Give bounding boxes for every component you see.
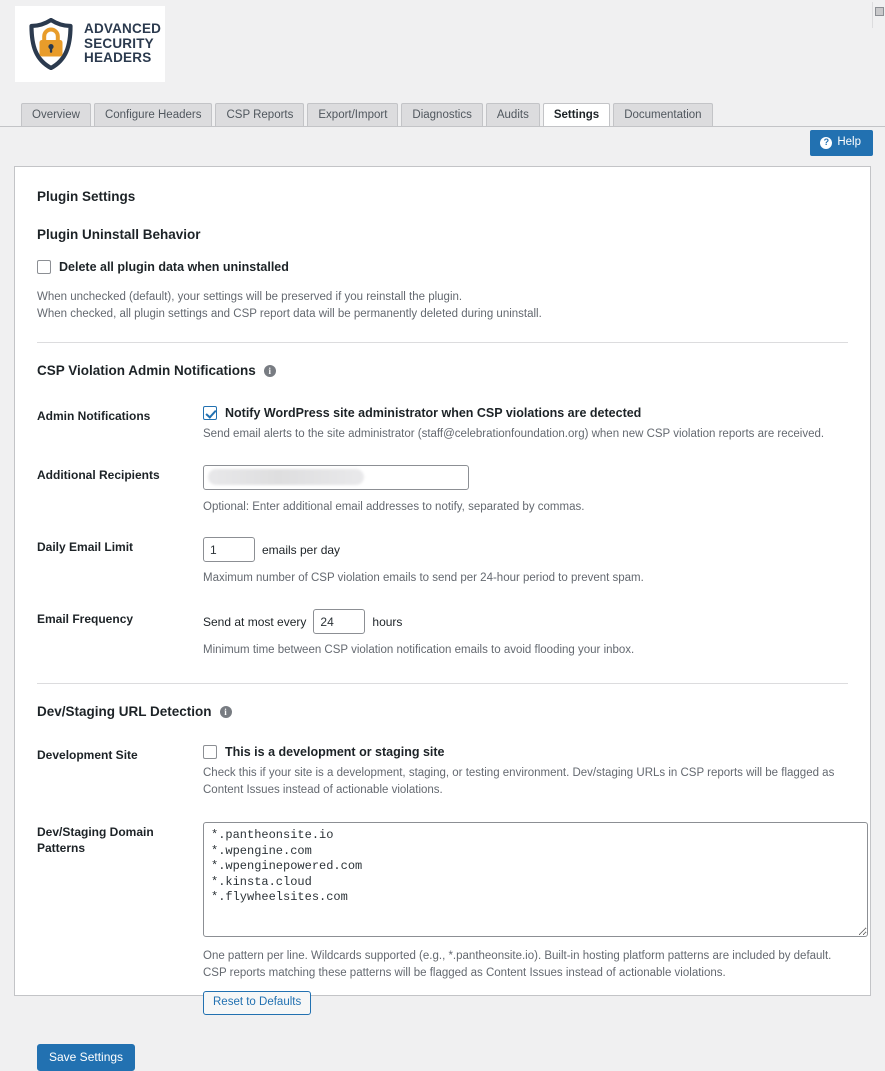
- question-mark-icon: ?: [820, 137, 832, 149]
- dev-staging-heading-label: Dev/Staging URL Detection: [37, 704, 212, 719]
- email-frequency-input[interactable]: [313, 609, 365, 634]
- daily-email-limit-input[interactable]: [203, 537, 255, 562]
- daily-email-limit-label: Daily Email Limit: [37, 540, 134, 554]
- delete-plugin-data-checkbox[interactable]: [37, 260, 51, 274]
- info-icon[interactable]: i: [220, 706, 232, 718]
- help-button[interactable]: [810, 130, 873, 156]
- additional-recipients-row: [37, 465, 848, 516]
- page-title: Plugin Settings: [37, 189, 136, 204]
- email-frequency-description: Minimum time between CSP violation notification emails to avoid flooding your inbox.: [203, 644, 635, 656]
- form-actions: [37, 1044, 848, 1071]
- tab-diagnostics[interactable]: Diagnostics: [401, 103, 482, 127]
- development-site-description: Check this if your site is a development, staging, or testing environment. Dev/staging URLs in CSP reports will be flagged as Content Issues instead of actionable violations.: [203, 767, 835, 796]
- delete-plugin-data-row[interactable]: [37, 260, 848, 274]
- additional-recipients-description: Optional: Enter additional email addresses to notify, separated by commas.: [203, 501, 585, 513]
- admin-notifications-checkbox-row[interactable]: [203, 406, 848, 420]
- daily-email-limit-row: [37, 537, 848, 587]
- domain-patterns-description: One pattern per line. Wildcards supported (e.g., *.pantheonsite.io). Built-in hosting platform patterns are included by default. CSP reports matching these patterns will be flagged as Content Issues instead of actionable violations.: [203, 950, 832, 979]
- email-frequency-prefix: Send at most every: [203, 614, 307, 629]
- save-settings-button[interactable]: Save Settings: [37, 1044, 135, 1071]
- domain-patterns-label: Dev/Staging Domain Patterns: [37, 825, 154, 855]
- delete-plugin-data-label: Delete all plugin data when uninstalled: [59, 260, 289, 274]
- development-site-row: [37, 745, 848, 799]
- uninstall-section-heading: Plugin Uninstall Behavior: [37, 227, 201, 242]
- notifications-heading-label: CSP Violation Admin Notifications: [37, 363, 256, 378]
- reset-to-defaults-button[interactable]: Reset to Defaults: [203, 991, 311, 1015]
- email-frequency-row: [37, 609, 848, 659]
- corner-chip-icon: [875, 7, 884, 16]
- page-corner-artifact: [872, 2, 885, 28]
- development-site-checkbox-row[interactable]: [203, 745, 848, 759]
- uninstall-description-line-1: When unchecked (default), your settings will be preserved if you reinstall the plugin.: [37, 291, 463, 303]
- development-site-checkbox[interactable]: [203, 745, 217, 759]
- nav-tabs[interactable]: [21, 103, 716, 127]
- additional-recipients-input[interactable]: [203, 465, 469, 490]
- tab-bar-divider: [0, 126, 885, 127]
- admin-notifications-row: [37, 406, 848, 443]
- daily-email-limit-field-group: [203, 537, 848, 562]
- development-site-checkbox-label: This is a development or staging site: [225, 745, 445, 759]
- tab-export-import[interactable]: Export/Import: [307, 103, 398, 127]
- domain-patterns-textarea[interactable]: [203, 822, 868, 937]
- admin-notifications-label: Admin Notifications: [37, 409, 151, 423]
- logo-line-3: HEADERS: [84, 50, 152, 66]
- admin-notifications-checkbox[interactable]: [203, 406, 217, 420]
- logo-line-2: SECURITY: [84, 35, 154, 51]
- daily-email-limit-suffix: emails per day: [262, 542, 341, 557]
- tab-settings[interactable]: Settings: [543, 103, 610, 127]
- logo-line-1: ADVANCED: [84, 21, 162, 37]
- tab-audits[interactable]: Audits: [486, 103, 540, 127]
- email-frequency-field-group: [203, 609, 848, 634]
- notifications-section-heading: [37, 361, 848, 381]
- tab-overview[interactable]: Overview: [21, 103, 91, 127]
- email-frequency-suffix: hours: [372, 614, 403, 629]
- daily-email-limit-description: Maximum number of CSP violation emails to send per 24-hour period to prevent spam.: [203, 572, 644, 584]
- email-frequency-label: Email Frequency: [37, 612, 134, 626]
- divider-2: [37, 683, 848, 684]
- tab-documentation[interactable]: Documentation: [613, 103, 712, 127]
- help-button-label: Help: [837, 136, 861, 148]
- uninstall-description: [37, 289, 848, 323]
- additional-recipients-field-wrap: [203, 465, 469, 490]
- additional-recipients-label: Additional Recipients: [37, 468, 160, 482]
- plugin-logo: [15, 6, 165, 82]
- tab-csp-reports[interactable]: CSP Reports: [215, 103, 304, 127]
- admin-notifications-description: Send email alerts to the site administrator (staff@celebrationfoundation.org) when new CSP violation reports are received.: [203, 428, 825, 440]
- info-icon[interactable]: i: [264, 365, 276, 377]
- divider-1: [37, 342, 848, 343]
- domain-patterns-row: [37, 822, 848, 1015]
- logo-wordmark: [84, 22, 161, 66]
- uninstall-description-line-2: When checked, all plugin settings and CSP report data will be permanently deleted during uninstall.: [37, 308, 542, 320]
- development-site-label: Development Site: [37, 748, 138, 762]
- dev-staging-section-heading: [37, 702, 848, 722]
- shield-lock-logo-icon: [27, 18, 75, 70]
- tab-configure-headers[interactable]: Configure Headers: [94, 103, 213, 127]
- settings-card: [14, 166, 871, 1064]
- admin-notifications-checkbox-label: Notify WordPress site administrator when CSP violations are detected: [225, 406, 642, 420]
